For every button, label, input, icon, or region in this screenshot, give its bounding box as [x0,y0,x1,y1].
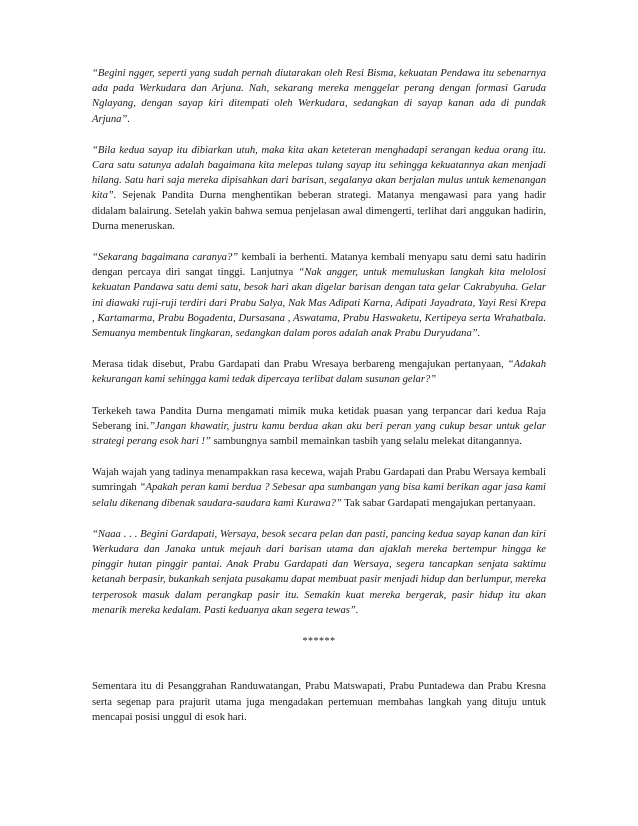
dialogue-text: “Sekarang bagaimana caranya?” [92,252,239,264]
paragraph [92,465,546,511]
paragraph [92,357,546,387]
dialogue-text: ”Jangan khawatir, justru kamu berdua akan aku beri peran yang cukup besar untuk gelar strategi perang esok hari !” [92,420,546,448]
paragraph [92,250,546,341]
narration-text: sambungnya sambil memainkan tasbih yang selalu melekat ditangannya. [210,436,522,448]
narration-text: Sejenak Pandita Durna menghentikan beberan strategi. Matanya mengawasi para yang hadir didalam balairung. Setelah yakin bahwa semua penjelasan awal dimengerti, terlihat dari anggukan hadirin, Durna meneruskan. [92,190,546,232]
paragraph [92,404,546,450]
narration-text: Terkekeh tawa Pandita Durna mengamati mimik muka ketidak puasan yang terpancar dari kedua Raja Seberang ini. [92,405,546,432]
narration-text: Wajah wajah yang tadinya menampakkan rasa kecewa, wajah Prabu Gardapati dan Prabu Wersaya kembali sumringah [92,467,546,494]
paragraph [92,66,546,127]
dialogue-text: “Nak angger, untuk memuluskan langkah kita melolosi kekuatan Pandawa satu demi satu, besok hari akan digelar barisan dengan tata gelar Cakrabyuha. Gelar ini diawaki ruji-ruji terdiri dari Prabu Salya, Nak Mas Adipati Karna, Adipati Jayadrata, Yayi Resi Krepa , Kartamarma, Prabu Bogadenta, Dursasana , Aswatama, Prabu Haswaketu, Kertipeya serta Wrahatbala. Semuanya membentuk lingkaran, sedangkan dalam poros adalah anak Prabu Duryudana”. [92,267,546,340]
narration-text: Tak sabar Gardapati mengajukan pertanyaan. [341,497,536,509]
narration-text: Merasa tidak disebut, Prabu Gardapati dan Prabu Wresaya berbareng mengajukan pertanyaan, [92,359,508,371]
dialogue-text: “Naaa . . . Begini Gardapati, Wersaya, besok secara pelan dan pasti, pancing kedua sayap kanan dan kiri Werkudara dan Janaka untuk mejauh dari barisan utama dan ajaklah mereka bertempur hingga ke pinggir hutan pinggir pantai. Anak Prabu Gardapati dan Wersaya, segera tancapkan senjata saktimu ketanah berpasir, bukankah senjata pusakamu dapat membuat pasir menjadi hidup dan berlumpur, mereka terperosok masuk dalam perangkap pasir itu. Semakin kuat mereka bergerak, pasir hidup itu akan menarik mereka kedalam. Pasti keduanya akan segera tewas”. [92,528,546,616]
closing-paragraph: Sementara itu di Pesanggrahan Randuwatangan, Prabu Matswapati, Prabu Puntadewa dan Prabu Kresna serta segenap para prajurit utama juga mengadakan pertemuan membahas langkah yang dituju untuk mencapai posisi unggul di esok hari. [92,681,546,723]
dialogue-text: “Bila kedua sayap itu dibiarkan utuh, maka kita akan keteteran menghadapi serangan kedua orang itu. Cara satu satunya adalah bagaimana kita melepas tulang sayap itu sehingga kekuatannya akan menjadi hilang. Satu hari saja mereka dipisahkan dari barisan, segalanya akan berjalan mulus untuk kemenangan kita”. [92,144,546,202]
document-body [92,66,546,741]
narration-text: kembali ia berhenti. Matanya kembali menyapu satu demi satu hadirin dengan percaya diri sangat tinggi. Lanjutnya [92,252,546,279]
section-separator: ****** [302,636,336,648]
dialogue-text: “Apakah peran kami berdua ? Sebesar apa sumbangan yang bisa kami berikan agar jasa kami selalu dikenang dibenak saudara-saudara kami Kurawa?” [92,482,546,509]
paragraph [92,143,546,234]
dialogue-text: “Begini ngger, seperti yang sudah pernah diutarakan oleh Resi Bisma, kekuatan Pendawa itu sebenarnya ada pada Werkudara dan Arjuna. Nah, sekarang mereka menggelar perang dengan formasi Garuda Nglayang, dengan sayap kiri ditempati oleh Werkudara, sedangkan di sayap kanan ada di pundak Arjuna”. [92,68,546,125]
paragraph [92,527,546,618]
dialogue-text: “Adakah kekurangan kami sehingga kami tedak dipercaya terlibat dalam susunan gelar?” [92,359,546,386]
paragraph-list [92,66,546,618]
